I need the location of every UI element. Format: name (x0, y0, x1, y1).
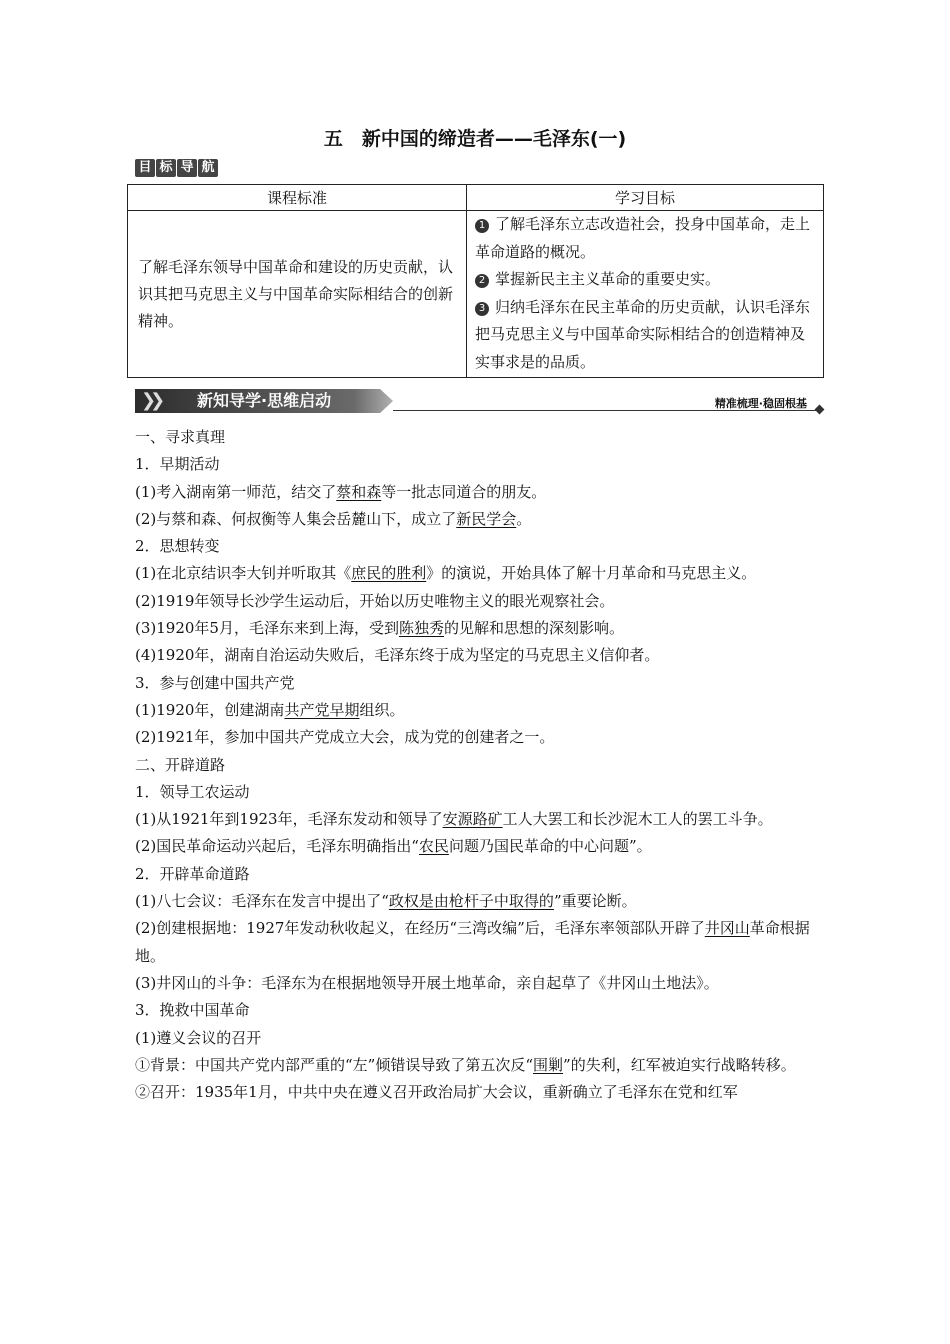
goals-table-header-targets: 学习目标 (467, 185, 824, 211)
underlined-answer: 井冈山 (704, 919, 750, 938)
subsection-heading: 3．挽救中国革命 (135, 1001, 250, 1020)
underlined-answer: 新民学会 (456, 509, 517, 528)
page-title: 五 新中国的缔造者——毛泽东(一) (323, 128, 627, 150)
goals-table-row (128, 211, 824, 378)
section-tag-goals (135, 159, 218, 177)
underlined-answer: 安源路矿 (442, 810, 503, 829)
paragraph: (2)1921年，参加中国共产党成立大会，成为党的创建者之一。 (135, 728, 555, 747)
learning-target-item (475, 294, 815, 377)
underlined-answer: 农民 (418, 837, 449, 856)
goals-table-header-standard: 课程标准 (128, 185, 467, 211)
learning-target-text: 掌握新民主主义革命的重要史实。 (495, 270, 721, 288)
text-run: (2)与蔡和森、何叔衡等人集会岳麓山下，成立了 (135, 509, 457, 528)
paragraph: (4)1920年，湖南自治运动失败后，毛泽东终于成为坚定的马克思主义信仰者。 (135, 646, 660, 665)
learning-target-text: 归纳毛泽东在民主革命的历史贡献，认识毛泽东把马克思主义与中国革命实际相结合的创造精神及实事求是的品质。 (475, 297, 811, 371)
diamond-icon (815, 405, 825, 415)
underlined-answer: 共产党早期 (284, 700, 360, 719)
section-tag-char: 标 (156, 159, 176, 177)
paragraph (135, 1052, 817, 1079)
text-run: ①背景：中国共产党内部严重的“左”倾错误导致了第五次反“ (135, 1055, 534, 1074)
paragraph: (2)1919年领导长沙学生运动后，开始以历史唯物主义的眼光观察社会。 (135, 591, 615, 610)
content-body (135, 424, 817, 1106)
section-banner (135, 386, 825, 416)
underlined-answer: 蔡和森 (336, 482, 382, 501)
paragraph (135, 915, 817, 970)
paragraph: (1)遵义会议的召开 (135, 1028, 262, 1047)
text-run: (2)创建根据地：1927年发动秋收起义，在经历“三湾改编”后，毛泽东率领部队开辟了 (135, 919, 705, 938)
text-run: 的见解和思想的深刻影响。 (443, 619, 624, 638)
subsection-heading: 1．早期活动 (135, 455, 220, 474)
number-badge-icon: 3 (475, 302, 489, 316)
subsection-heading: 2．开辟革命道路 (135, 864, 250, 883)
text-run: 》的演说，开始具体了解十月革命和马克思主义。 (426, 564, 757, 583)
paragraph: ②召开：1935年1月，中共中央在遵义召开政治局扩大会议，重新确立了毛泽东在党和红军 (135, 1083, 738, 1102)
paragraph (135, 697, 817, 724)
paragraph (135, 888, 817, 915)
text-run: 。 (516, 509, 532, 528)
text-run: 工人大罢工和长沙泥木工人的罢工斗争。 (502, 810, 773, 829)
text-run: (2)国民革命运动兴起后，毛泽东明确指出“ (135, 837, 419, 856)
paragraph (135, 806, 817, 833)
paragraph (135, 833, 817, 860)
section-tag-char: 目 (135, 159, 155, 177)
learning-target-text: 了解毛泽东立志改造社会，投身中国革命，走上革命道路的概况。 (475, 215, 811, 261)
number-badge-icon: 2 (475, 274, 489, 288)
underlined-answer: 庶民的胜利 (351, 564, 427, 583)
section-heading: 二、开辟道路 (135, 755, 226, 774)
text-run: (1)1920年，创建湖南 (135, 700, 285, 719)
underlined-answer: 政权是由枪杆子中取得的 (388, 892, 554, 911)
text-run: 革命根据地。 (135, 919, 810, 965)
subsection-heading: 1．领导工农运动 (135, 782, 250, 801)
learning-targets-cell (467, 211, 824, 378)
paragraph: (3)井冈山的斗争：毛泽东为在根据地领导开展土地革命，亲自起草了《井冈山土地法》。 (135, 973, 719, 992)
course-standard-cell: 了解毛泽东领导中国革命和建设的历史贡献，认识其把马克思主义与中国革命实际相结合的创新精神。 (128, 211, 467, 378)
learning-target-item (475, 211, 815, 266)
text-run: (1)在北京结识李大钊并听取其《 (135, 564, 352, 583)
learning-target-item (475, 266, 815, 294)
text-run: (1)从1921年到1923年，毛泽东发动和领导了 (135, 810, 443, 829)
paragraph (135, 506, 817, 533)
text-run: (1)八七会议：毛泽东在发言中提出了“ (135, 892, 389, 911)
text-run: (3)1920年5月，毛泽东来到上海，受到 (135, 619, 399, 638)
section-tag-char: 导 (177, 159, 197, 177)
paragraph (135, 479, 817, 506)
section-tag-char: 航 (198, 159, 218, 177)
subsection-heading: 2．思想转变 (135, 537, 220, 556)
text-run: 问题乃国民革命的中心问题”。 (448, 837, 652, 856)
number-badge-icon: 1 (475, 219, 489, 233)
banner-label: 新知导学·思维启动 (197, 391, 332, 410)
underlined-answer: 围剿 (533, 1055, 564, 1074)
paragraph (135, 560, 817, 587)
underlined-answer: 陈独秀 (398, 619, 444, 638)
goals-table-header-row (128, 185, 824, 211)
banner-right-label: 精准梳理·稳固根基 (714, 397, 807, 410)
text-run: ”重要论断。 (553, 892, 637, 911)
paragraph (135, 615, 817, 642)
text-run: 组织。 (359, 700, 405, 719)
section-heading: 一、寻求真理 (135, 428, 226, 446)
goals-table (127, 184, 824, 378)
subsection-heading: 3．参与创建中国共产党 (135, 673, 295, 692)
text-run: (1)考入湖南第一师范，结交了 (135, 482, 337, 501)
double-chevron-icon: ❯❯ (141, 390, 160, 411)
text-run: ”的失利，红军被迫实行战略转移。 (563, 1055, 796, 1074)
text-run: 等一批志同道合的朋友。 (381, 482, 547, 501)
